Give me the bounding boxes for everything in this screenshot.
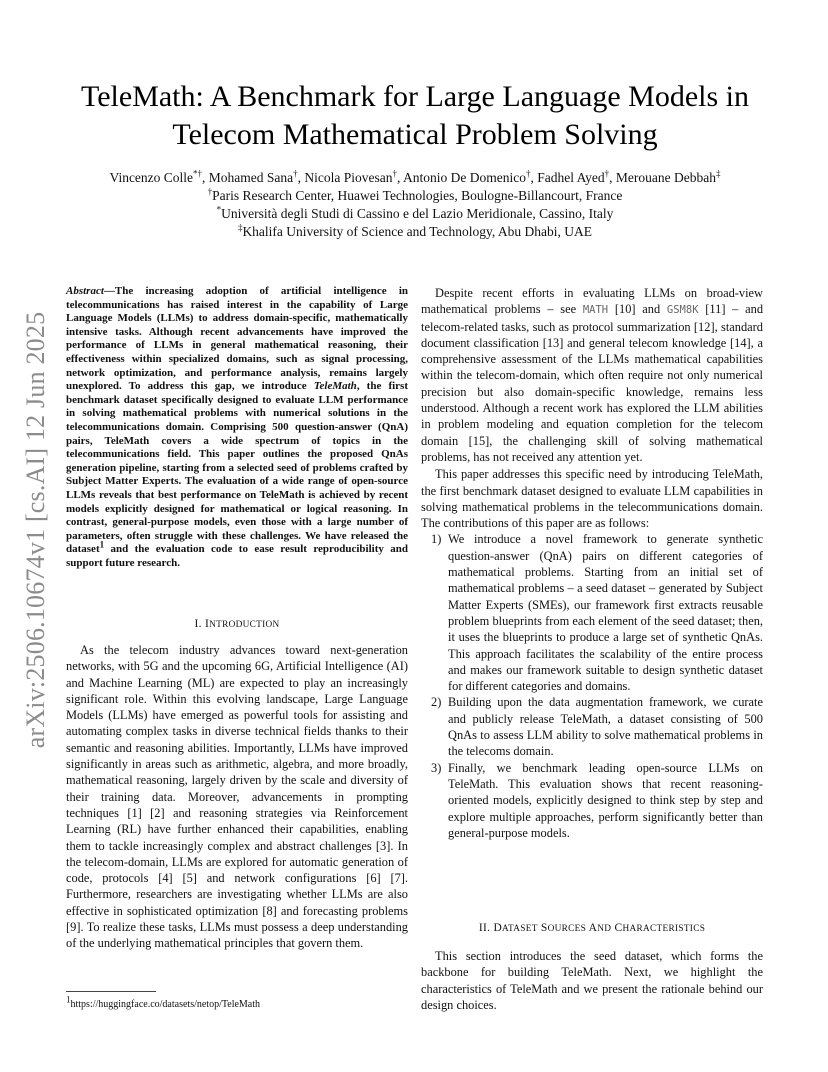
footnote-marker: 1 bbox=[99, 539, 105, 550]
math-dataset-name: MATH bbox=[582, 304, 609, 317]
author: Merouane Debbah‡ bbox=[615, 168, 721, 185]
paragraph: This section introduces the seed dataset, which forms the backbone for building TeleMath. Next, we highlight the characteristics of TeleMath and we present the rationale behind our design choices. bbox=[421, 949, 763, 1012]
paragraph: This paper addresses this specific need by introducing TeleMath, the first benchmark dataset designed to evaluate LLM capabilities in solving mathematical problems in the telecommunications domain. The contributions of this paper are as follows: bbox=[421, 467, 763, 531]
author: Vincenzo Colle*† bbox=[109, 168, 203, 185]
section-heading-dataset: II. DATASET SOURCES AND CHARACTERISTICS bbox=[478, 922, 706, 934]
affiliation: †Paris Research Center, Huawei Technologies, Boulogne-Billancourt, France bbox=[207, 186, 623, 203]
footnote-divider bbox=[66, 991, 156, 992]
contribution-list bbox=[421, 531, 763, 841]
list-item: 1) We introduce a novel framework to generate synthetic question-answer (QnA) pairs on different categories of mathematical problems. Starting from an initial set of mathematical problems – a seed dataset – generated by Subject Matter Experts (SMEs), our framework first extracts reusable problem blueprints from each element of the seed dataset; then, it uses the blueprints to produce a large set of synthetic QnAs. This approach facilitates the scalability of the entire process and makes our framework suitable to design synthetic dataset for different categories and domains. bbox=[431, 532, 763, 694]
section2-body bbox=[421, 948, 763, 1013]
author: Antonio De Domenico† bbox=[403, 168, 531, 185]
dataset-name: TeleMath bbox=[313, 380, 357, 393]
affiliation: ‡Khalifa University of Science and Technology, Abu Dhabi, UAE bbox=[237, 222, 593, 239]
paper-title: TeleMath: A Benchmark for Large Language Models in Telecom Mathematical Problem Solving bbox=[81, 80, 749, 151]
right-column bbox=[421, 285, 763, 841]
author: Nicola Piovesan† bbox=[304, 168, 398, 185]
list-item: 3) Finally, we benchmark leading open-source LLMs on TeleMath. This evaluation shows that recent reasoning-oriented models, explicitly designed to think step by step and explore multiple approaches, perform significantly better than general-purpose models. bbox=[431, 760, 763, 840]
section-heading-introduction: I. INTRODUCTION bbox=[194, 618, 280, 630]
gsm8k-dataset-name: GSM8K bbox=[666, 304, 699, 317]
author: Mohamed Sana† bbox=[208, 168, 298, 185]
list-item: 2) Building upon the data augmentation framework, we curate and publicly release TeleMath, a dataset consisting of 500 QnAs to assess LLM ability to solve mathematical problems in the telecoms domain. bbox=[431, 695, 763, 759]
footnote-url: https://huggingface.co/datasets/netop/TeleMath bbox=[70, 999, 261, 1010]
abstract-lead: Abstract bbox=[66, 285, 104, 297]
abstract: Abstract—The increasing adoption of artificial intelligence in telecommunications has raised interest in the capability of Large Language Models (LLMs) to address domain-specific, mathematically intensive tasks. Although recent advancements have improved the performance of LLMs in general mathematical reasoning, their effectiveness within specialized domains, such as signal processing, network optimization, and performance analysis, remains largely unexplored. To address this gap, we introduce TeleMath, the first benchmark dataset specifically designed to evaluate LLM performance in solving mathematical problems with numerical solutions in the telecommunications domain. Comprising 500 question-answer (QnA) pairs, TeleMath covers a wide spectrum of topics in the telecommunications field. This paper outlines the proposed QnAs generation pipeline, starting from a selected seed of problems crafted by Subject Matter Experts. The evaluation of a wide range of open-source LLMs reveals that best performance on TeleMath is achieved by recent models explicitly designed for mathematical or logical reasoning. In contrast, general-purpose models, even those with a large number of parameters, often struggle with these challenges. We have released the dataset$^1$ and the evaluation code to ease result reproducibility and support future research. bbox=[66, 285, 408, 569]
footnote: $^1$https://huggingface.co/datasets/netop/TeleMath bbox=[66, 994, 261, 1010]
affiliation: *Università degli Studi di Cassino e del Lazio Meridionale, Cassino, Italy bbox=[216, 204, 614, 221]
author: Fadhel Ayed† bbox=[537, 168, 610, 185]
arxiv-identifier-text: arXiv:2506.10674v1 [cs.AI] 12 Jun 2025 bbox=[21, 311, 50, 749]
paragraph: Despite recent efforts in evaluating LLMs on broad-view mathematical problems – see MATH [10] and GSM8K [11] – and telecom-related tasks, such as protocol summarization [12], standard document classification [13] and general telecom knowledge [14], a comprehensive assessment of the LLMs mathematical capabilities within the telecom-domain, which often require not only numerical precision but also domain-specific knowledge, remains less understood. Although a recent work has explored the LLM abilities in problem modeling and equation completion for the telecom domain [15], the challenging skill of solving mathematical problems, has not received any attention yet. bbox=[421, 286, 764, 464]
introduction-body bbox=[66, 642, 408, 952]
author-list: Vincenzo Colle*†, Mohamed Sana†, Nicola Piovesan†, Antonio De Domenico†, Fadhel Ayed†, Merouane Debbah‡ bbox=[109, 168, 721, 185]
paragraph: As the telecom industry advances toward next-generation networks, with 5G and the upcoming 6G, Artificial Intelligence (AI) and Machine Learning (ML) are expected to play an increasingly significant role. Within this evolving landscape, Large Language Models (LLMs) have emerged as powerful tools for assisting and automating complex tasks in diverse technical fields thanks to their semantic and reasoning abilities. Importantly, LLMs have improved significantly in areas such as arithmetic, algebra, and more broadly, mathematical reasoning, largely driven by the scale and diversity of their training data. Moreover, advancements in prompting techniques [1] [2] and reasoning strategies via Reinforcement Learning (RL) have further enhanced their capabilities, enabling them to tackle increasingly complex and abstract challenges [3]. In the telecom-domain, LLMs are explored for automatic generation of code, protocols [4] [5] and network configurations [6] [7]. Furthermore, researchers are investigating whether LLMs are also effective in sophisticated optimization [8] and forecasting problems [9]. To realize these tasks, LLMs must possess a deep understanding of the underlying mathematical principles that govern them. bbox=[66, 643, 408, 951]
